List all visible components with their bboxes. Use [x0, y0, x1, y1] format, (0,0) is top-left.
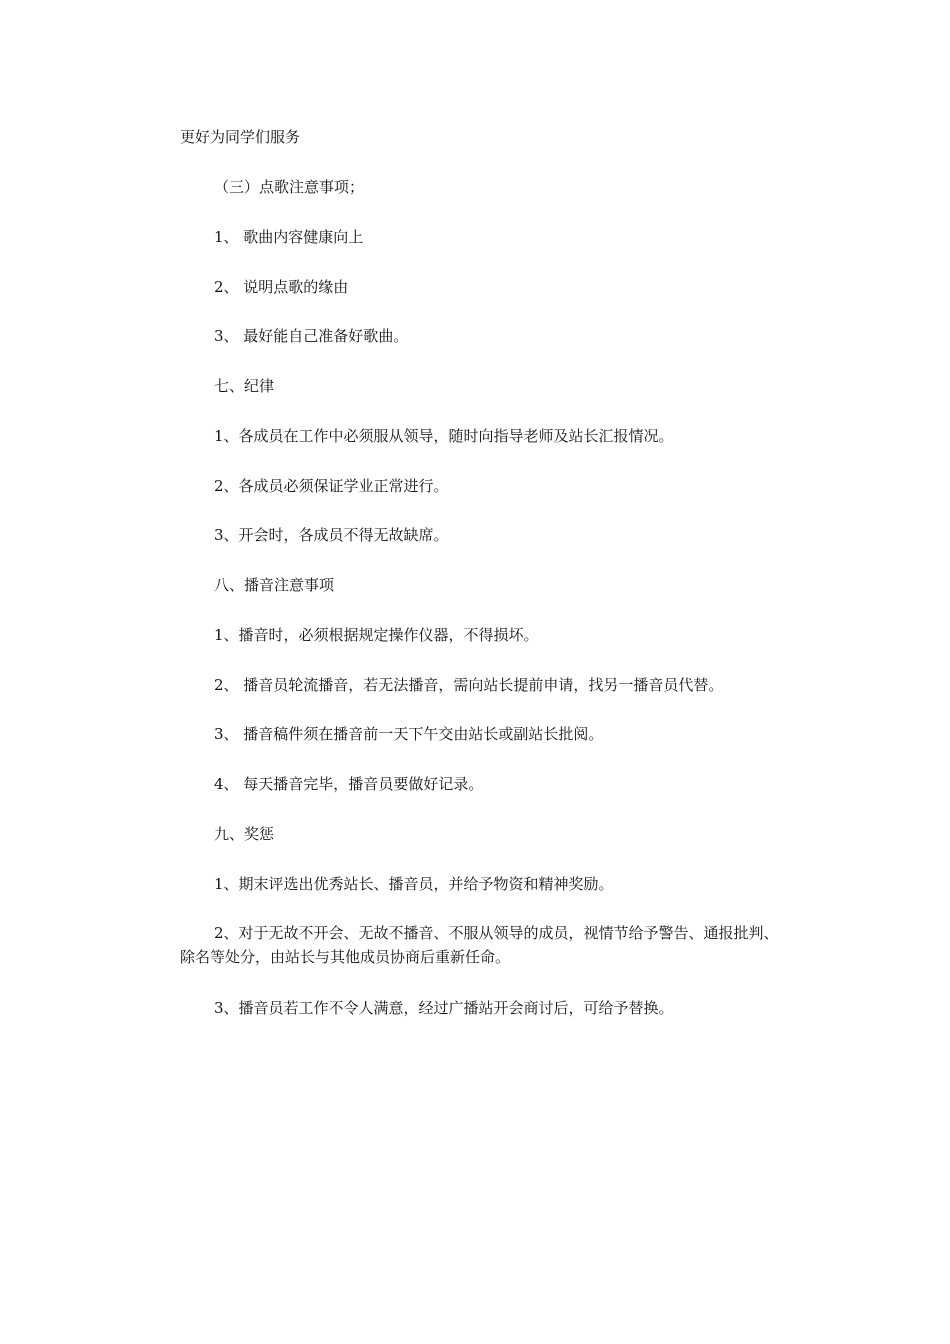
- list-item: 1、 歌曲内容健康向上: [214, 228, 364, 246]
- list-item: 2、对于无故不开会、无故不播音、不服从领导的成员，视情节给予警告、通报批判、除名等处分，由站长与其他成员协商后重新任命。: [180, 924, 779, 966]
- section-heading: 九、奖惩: [214, 825, 275, 843]
- section-heading: （三）点歌注意事项；: [214, 178, 365, 196]
- list-item: 1、各成员在工作中必须服从领导，随时向指导老师及站长汇报情况。: [214, 427, 674, 445]
- list-item: 3、播音员若工作不令人满意，经过广播站开会商讨后，可给予替换。: [214, 999, 674, 1017]
- list-item: 3、开会时，各成员不得无故缺席。: [214, 526, 449, 544]
- section-heading: 八、播音注意事项: [214, 576, 335, 594]
- list-item: 2、 说明点歌的缘由: [214, 278, 349, 296]
- section-heading: 七、纪律: [214, 377, 275, 395]
- list-item: 4、 每天播音完毕，播音员要做好记录。: [214, 775, 484, 793]
- list-item: 3、 最好能自己准备好歌曲。: [214, 327, 409, 345]
- list-item: 2、 播音员轮流播音，若无法播音，需向站长提前申请，找另一播音员代替。: [214, 676, 724, 694]
- list-item: 1、播音时，必须根据规定操作仪器，不得损坏。: [214, 626, 539, 644]
- list-item: 1、期末评选出优秀站长、播音员，并给予物资和精神奖励。: [214, 875, 614, 893]
- list-item: 3、 播音稿件须在播音前一天下午交由站长或副站长批阅。: [214, 725, 604, 743]
- paragraph: 更好为同学们服务: [180, 128, 301, 146]
- list-item: 2、各成员必须保证学业正常进行。: [214, 477, 449, 495]
